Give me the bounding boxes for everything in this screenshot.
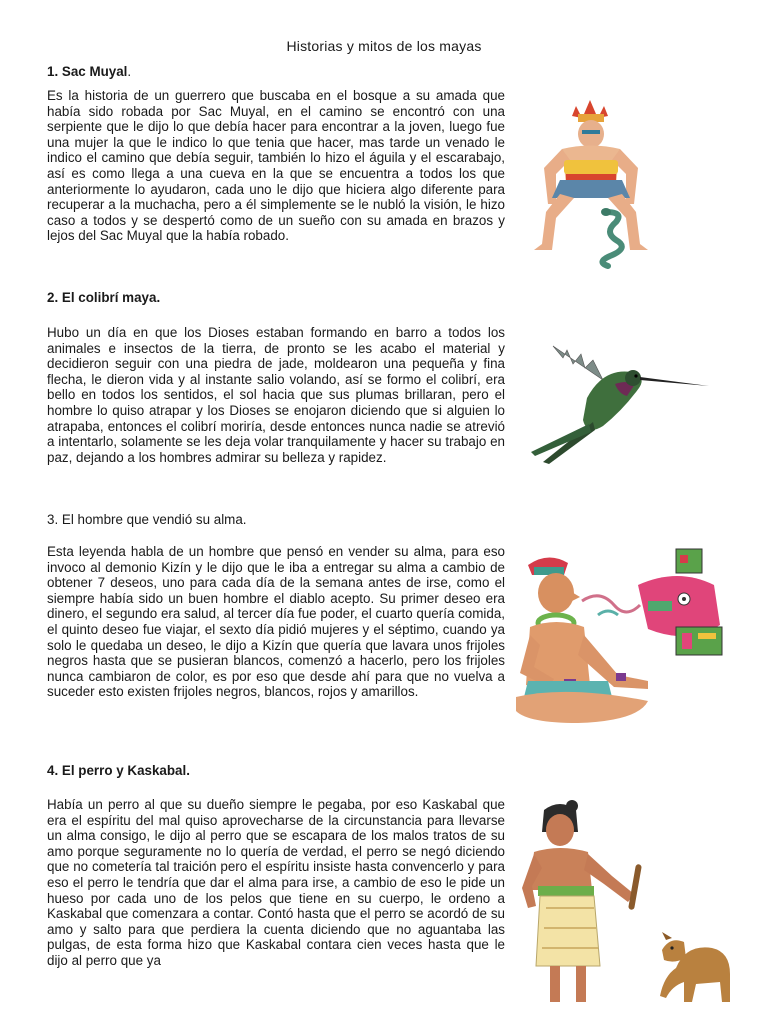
- seated-man-and-demon-kizin-illustration: [508, 545, 730, 765]
- section-1-title: Sac Muyal: [61, 64, 128, 79]
- section-1-heading: [47, 64, 131, 79]
- section-4-suffix: .: [186, 763, 190, 778]
- section-2-number: 2.: [47, 290, 59, 305]
- section-2-suffix: .: [156, 290, 161, 305]
- mayan-warrior-with-serpent-illustration: [512, 94, 662, 274]
- document-title: Historias y mitos de los mayas: [286, 38, 482, 54]
- woman-with-stick-and-dog-illustration: [516, 798, 744, 1018]
- section-3-text: Esta leyenda habla de un hombre que pensó en vender su alma, para eso invoco al demonio Kizín y le dijo que le iba a entregar su alma a cambio de obtener 7 deseos, uno para cada día de la semana antes de irse, como el siempre había sido un buen hombre el diablo acepto. Su primer deseo era dinero, el segundo era salud, al tercer día fue poder, el cuarto quería comida, el quinto deseo fue viajar, el sexto día pidió mujeres y el séptimo, cuando ya solo le quedaba un deseo, le dijo a Kizín que quería que lavara unos frijoles negros hasta que se pusieran blancos, comenzó a hacerlo, pero los frijoles nunca cambiaron de color, es por eso que desde ahí para que no vuelva a suceder esto existen frijoles negros, blancos, rojos y amarillos.: [47, 544, 505, 700]
- section-4-heading: [47, 763, 190, 778]
- section-4-number: 4.: [47, 763, 59, 778]
- section-4-title: El perro y Kaskabal: [61, 763, 187, 778]
- section-3-title: El hombre que vendió su alma: [61, 512, 243, 527]
- section-3-number: 3.: [47, 512, 59, 527]
- section-1-text: Es la historia de un guerrero que buscaba en el bosque a su amada que había sido robada por Sac Muyal, en el camino se encontró con una serpiente que le dijo lo que debía hacer para encontrar a la joven, luego fue una mujer la que le indico lo que tenia que hacer, mas tarde un venado le indico el camino que debía seguir, también lo hizo el águila y el escarabajo, así es como llega a una cueva en la que se encuentra a todos los que anteriormente lo ayudaron, cada uno le dijo que hiciera algo diferente para recuperar a la muchacha, pero a él simplemente se le nubló la visión, le hizo caso a todos y se despertó como de un sueño con su amada en brazos y lejos del Sac Muyal que la había robado.: [47, 88, 505, 244]
- section-3-heading: [47, 512, 247, 527]
- section-1-number: 1.: [47, 64, 59, 79]
- section-2-title: El colibrí maya: [61, 290, 157, 305]
- section-2-heading: [47, 290, 160, 305]
- hummingbird-illustration: [523, 340, 713, 470]
- section-4-text: Había un perro al que su dueño siempre le pegaba, por eso Kaskabal que era el espíritu del mal quiso aprovecharse de la circunstancia para llevarse un alma consigo, le dijo al perro que se escapara de los malos tratos de su amo porque seguramente no lo quería de verdad, el perro se negó diciendo que no cometería tal traición pero el espíritu insiste hasta convencerlo y para eso el perro le tendría que dar el alma para irse, a cambio de eso le pide un hueso por cada uno de los pelos que tiene en su cuerpo, le ordeno a Kaskabal que comenzara a contar. Contó hasta que el perro se acordó de su amo y salto para que perdiera la cuenta diciendo que no aguantaba las pulgas, de esta forma hizo que Kaskabal contara cien veces hasta que le dijo al perro que ya: [47, 797, 505, 968]
- section-3-suffix: .: [242, 512, 247, 527]
- section-2-text: Hubo un día en que los Dioses estaban formando en barro a todos los animales e insectos de la tierra, de pronto se les acabo el material y decidieron seguir con una piedra de jade, moldearon una pequeña y fina flecha, le dieron vida y al instante salio volando, así se formo el colibrí, era bello en todos los sentidos, el sol hacia que sus plumas brillaran, pero el hombre lo quiso atrapar y los Dioses se enojaron diciendo que si alguien lo atrapaba, entonces el colibrí moriría, desde entonces nunca nadie se atrevió a intentarlo, solamente se les deja volar tranquilamente y hacer su trabajo en paz, dejando a los hombres admirar su belleza y rapidez.: [47, 325, 505, 465]
- section-1-suffix: .: [127, 64, 132, 79]
